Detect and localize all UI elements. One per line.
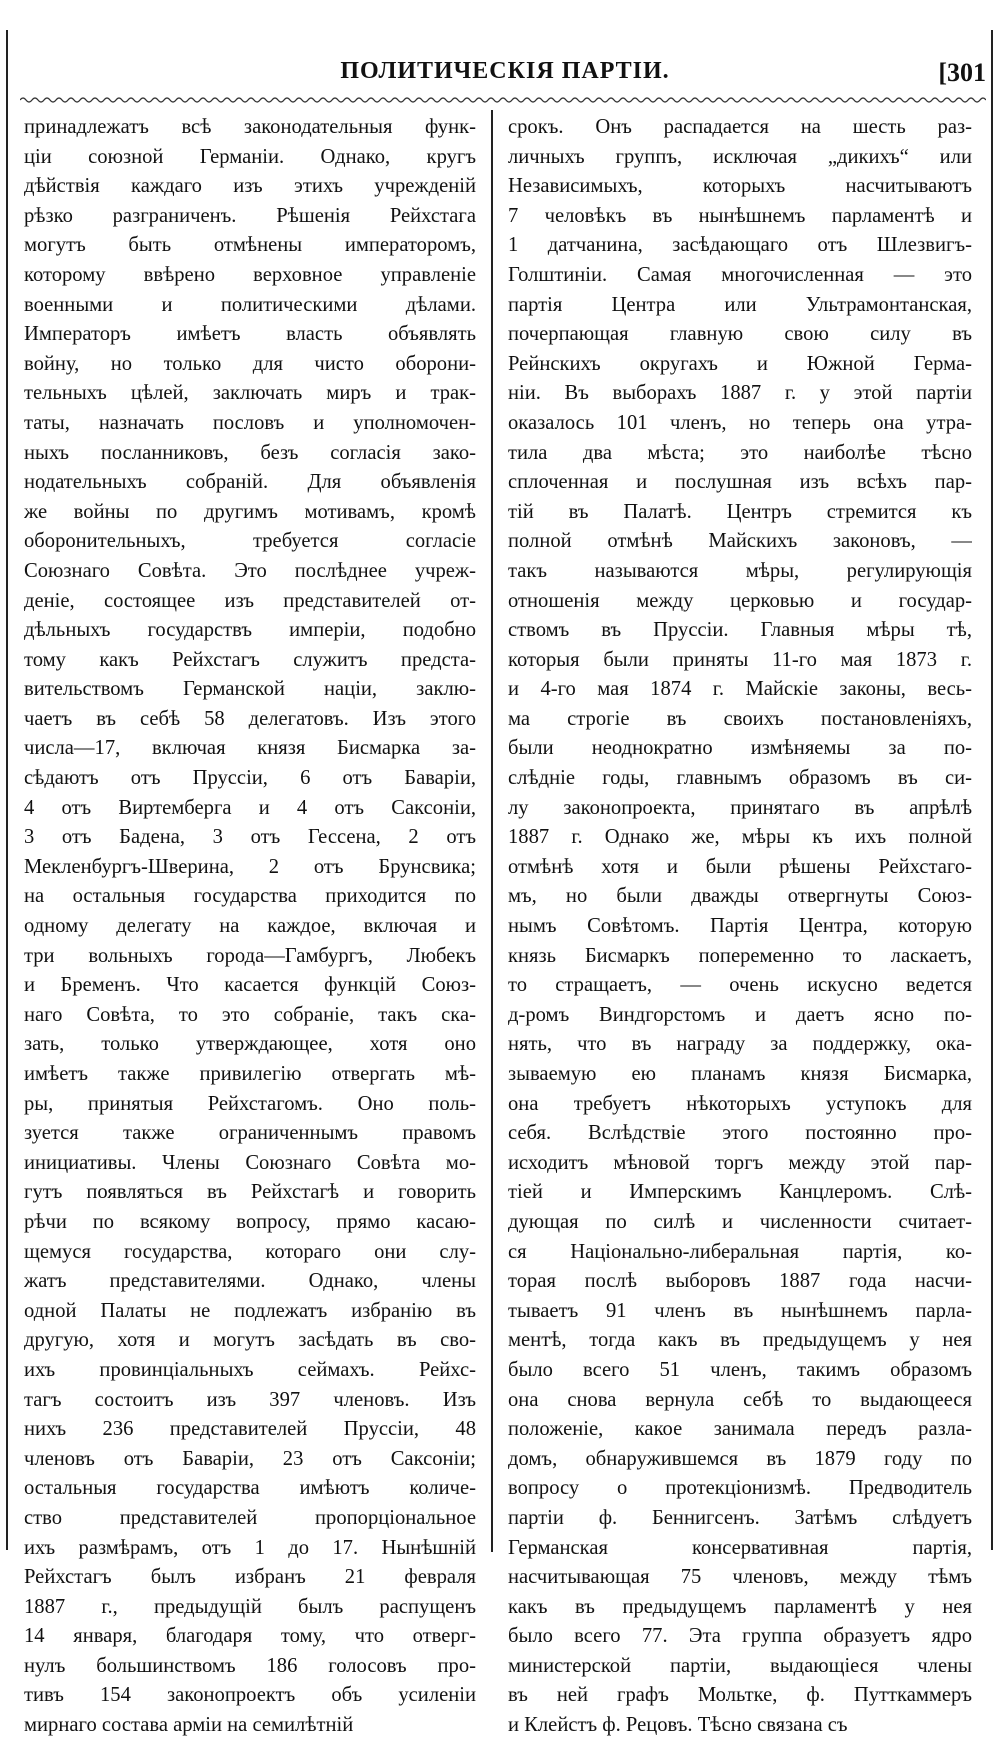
right-column-line: ся Національно-либеральная партія, ко- [508,1240,972,1263]
right-column-line: какъ въ предыдущемъ парламентѣ у нея [508,1595,972,1618]
right-column-line: почерпающая главную свою силу въ [508,323,972,346]
left-column-line: ры, принятыя Рейхстагомъ. Оно поль- [24,1092,476,1115]
left-column-line: 3 отъ Бадена, 3 отъ Гессена, 2 отъ [24,826,476,849]
left-column-line: на остальныя государства приходится по [24,885,476,908]
right-column-line: партія Центра или Ультрамонтанская, [508,293,972,316]
left-column-line: дѣйствія каждаго изъ этихъ учрежденій [24,175,476,198]
right-column-line: 1 датчанина, засѣдающаго отъ Шлезвигъ- [508,234,972,257]
right-column-line: 1887 г. Однако же, мѣры къ ихъ полной [508,826,972,849]
right-column-line: тіей и Имперскимъ Канцлеромъ. Слѣ- [508,1181,972,1204]
right-text-column [508,113,972,1741]
left-column-line: военными и политическими дѣлами. [24,293,476,316]
right-column-line: мъ, но были дважды отвергнуты Союз- [508,885,972,908]
left-column-line: зать, только утверждающее, хотя оно [24,1033,476,1056]
right-column-line: дующая по силѣ и численности считает- [508,1210,972,1233]
page-border-right [991,30,993,1550]
right-column-line: тій въ Палатѣ. Центръ стремится къ [508,500,972,523]
right-column-line: и 4-го мая 1874 г. Майскіе законы, весь- [508,678,972,701]
right-column-line: Германская консервативная партія, [508,1536,972,1559]
right-column-line: насчитывающая 75 членовъ, между тѣмъ [508,1566,972,1589]
right-column-line: то стращаетъ, — очень искусно ведется [508,974,972,997]
right-column-line: торая послѣ выборовъ 1887 года насчи- [508,1270,972,1293]
right-column-line: слѣдніе годы, главнымъ образомъ въ си- [508,767,972,790]
left-text-column [24,113,476,1741]
right-column-line: было всего 51 членъ, такимъ образомъ [508,1358,972,1381]
right-column-line: она снова вернула себѣ то выдающееся [508,1388,972,1411]
left-column-line: остальныя государства имѣютъ количе- [24,1477,476,1500]
right-column-line: нымъ Совѣтомъ. Партія Центра, которую [508,915,972,938]
left-column-line: щемуся государства, котораго они слу- [24,1240,476,1263]
right-column-line: такъ называются мѣры, регулирующія [508,559,972,582]
left-column-line: сѣдаютъ отъ Пруссіи, 6 отъ Баваріи, [24,767,476,790]
right-column-line: домъ, обнаружившемся въ 1879 году по [508,1447,972,1470]
left-column-line: тагъ состоитъ изъ 397 членовъ. Изъ [24,1388,476,1411]
left-column-line: гутъ появляться въ Рейхстагѣ и говорить [24,1181,476,1204]
right-column-line: д-ромъ Виндгорстомъ и даетъ ясно по- [508,1003,972,1026]
left-column-line: жатъ представителями. Однако, члены [24,1270,476,1293]
left-column-line: другую, хотя и могутъ засѣдать въ сво- [24,1329,476,1352]
right-column-line: зываемую ею планамъ князя Бисмарка, [508,1063,972,1085]
left-column-line: рѣзко разграниченъ. Рѣшенія Рейхстага [24,204,476,227]
left-column-line: рѣчи по всякому вопросу, прямо касаю- [24,1210,476,1233]
right-column-line: сплоченная и послушная изъ всѣхъ пар- [508,471,972,494]
right-column-line: ствомъ въ Пруссіи. Главныя мѣры тѣ, [508,619,972,642]
right-column-line: она требуетъ нѣкоторыхъ уступокъ для [508,1092,972,1115]
right-column-line: князь Бисмаркъ попеременно то ласкаетъ, [508,944,972,967]
left-column-line: Рейхстагъ былъ избранъ 21 февраля [24,1566,476,1589]
left-column-line: числа—17, включая князя Бисмарка за- [24,737,476,760]
left-column-line: зуется также ограниченнымъ правомъ [24,1122,476,1145]
right-column-line: которыя были приняты 11-го мая 1873 г. [508,648,972,671]
left-column-line: 14 января, благодаря тому, что отверг- [24,1625,476,1648]
right-column-line: Рейнскихъ округахъ и Южной Герма- [508,352,972,375]
right-column-line: Независимыхъ, которыхъ насчитываютъ [508,175,972,198]
left-column-line: таты, назначать пословъ и уполномочен- [24,411,476,434]
right-column-line: отмѣнѣ хотя и были рѣшены Рейхстаго- [508,855,972,878]
left-column-line: ціи союзной Германіи. Однако, кругъ [24,145,476,168]
left-column-line: оборонительныхъ, требуется согласіе [24,530,476,553]
left-column-line: одной Палаты не подлежатъ избранію въ [24,1299,476,1322]
column-divider [491,110,493,1552]
left-column-line: дѣльныхъ государствъ имперіи, подобно [24,619,476,642]
left-column-line: 1887 г., предыдущій былъ распущенъ [24,1595,476,1618]
page-header [20,56,990,96]
right-column-line: ніи. Въ выборахъ 1887 г. у этой партіи [508,382,972,405]
left-column-line: вительствомъ Германской націи, заклю- [24,678,476,701]
left-column-line: членовъ отъ Баваріи, 23 отъ Саксоніи; [24,1447,476,1470]
page-border-left [6,30,8,1550]
right-column-line: ментѣ, тогда какъ въ предыдущемъ у нея [508,1329,972,1352]
left-column-line: ныхъ посланниковъ, безъ согласія зако- [24,441,476,464]
left-column-line: 4 отъ Виртемберга и 4 отъ Саксоніи, [24,796,476,819]
left-column-line: одному делегату на каждое, включая и [24,915,476,938]
right-column-line: тила два мѣста; это наиболѣе тѣсно [508,441,972,464]
right-column-line: и Клейстъ ф. Рецовъ. Тѣсно связана съ [508,1714,848,1737]
right-column-line: тываетъ 91 членъ въ нынѣшнемъ парла- [508,1299,972,1322]
wavy-rule-divider [20,94,986,106]
right-column-line: полной отмѣнѣ Майскихъ законовъ, — [508,530,972,553]
left-column-line: Императоръ имѣетъ власть объявлять [24,323,476,346]
left-column-line: деніе, состоящее изъ представителей от- [24,589,476,612]
right-column-line: лу законопроекта, принятаго въ апрѣлѣ [508,796,972,819]
right-column-line: личныхъ группъ, исключая „дикихъ“ или [508,145,972,168]
left-column-line: которому ввѣрено верховное управленіе [24,263,476,286]
right-column-line: отношенія между церковью и государ- [508,589,972,612]
left-column-line: нулъ большинствомъ 186 голосовъ про- [24,1654,476,1677]
right-column-line: положеніе, какое занимала передъ разла- [508,1418,972,1441]
right-column-line: партіи ф. Беннигсенъ. Затѣмъ слѣдуетъ [508,1506,972,1529]
left-column-line: мирнаго состава арміи на семилѣтній [24,1714,354,1737]
right-column-line: Голштиніи. Самая многочисленная — это [508,263,972,286]
right-column-line: были неоднократно измѣняемы за по- [508,737,972,760]
right-column-line: нять, что въ награду за поддержку, ока- [508,1033,972,1056]
right-column-line: себя. Вслѣдствіе этого постоянно про- [508,1122,972,1145]
left-column-line: Мекленбургъ-Шверина, 2 отъ Брунсвика; [24,855,476,878]
left-column-line: тивъ 154 законопроектъ объ усиленіи [24,1684,476,1707]
left-column-line: ихъ провинціальныхъ сеймахъ. Рейхс- [24,1358,476,1381]
right-column-line: вопросу о протекціонизмѣ. Предводитель [508,1477,972,1500]
left-column-line: инициативы. Члены Союзнаго Совѣта мо- [24,1151,476,1174]
right-column-line: ма строгіе въ своихъ постановленіяхъ, [508,707,972,730]
left-column-line: Союзнаго Совѣта. Это послѣднее учреж- [24,559,476,582]
right-column-line: оказалось 101 членъ, но теперь она утра- [508,411,972,434]
right-column-line: срокъ. Онъ распадается на шесть раз- [508,116,972,138]
left-column-line: и Бременъ. Что касается функцій Союз- [24,974,476,997]
left-column-line: наго Совѣта, то это собраніе, такъ ска- [24,1003,476,1026]
left-column-line: ихъ размѣрамъ, отъ 1 до 17. Нынѣшній [24,1536,476,1559]
left-column-line: нихъ 236 представителей Пруссіи, 48 [24,1418,476,1441]
right-column-line: исходитъ мѣновой торгъ между этой пар- [508,1151,972,1174]
left-column-line: могутъ быть отмѣнены императоромъ, [24,234,476,257]
left-column-line: нодательныхъ собраній. Для объявленія [24,471,476,494]
right-column-line: въ ней графъ Мольтке, ф. Путткаммеръ [508,1684,972,1707]
right-column-line: министерской партіи, выдающіеся члены [508,1654,972,1677]
right-column-line: 7 человѣкъ въ нынѣшнемъ парламентѣ и [508,204,972,227]
left-column-line: чаетъ въ себѣ 58 делегатовъ. Изъ этого [24,707,476,730]
left-column-line: тому какъ Рейхстагъ служитъ предста- [24,648,476,671]
left-column-line: три вольныхъ города—Гамбургъ, Любекъ [24,944,476,967]
left-column-line: принадлежатъ всѣ законодательныя функ- [24,116,476,138]
running-title: ПОЛИТИЧЕСКІЯ ПАРТІИ. [340,58,670,84]
right-column-line: было всего 77. Эта группа образуетъ ядро [508,1625,972,1648]
left-column-line: имѣетъ также привилегію отвергать мѣ- [24,1063,476,1085]
left-column-line: же войны по другимъ мотивамъ, кромѣ [24,500,476,523]
page-number: [301 [938,58,986,87]
left-column-line: войну, но только для чисто оборони- [24,352,476,375]
left-column-line: тельныхъ цѣлей, заключать миръ и трак- [24,382,476,405]
left-column-line: ство представителей пропорціональное [24,1506,476,1529]
